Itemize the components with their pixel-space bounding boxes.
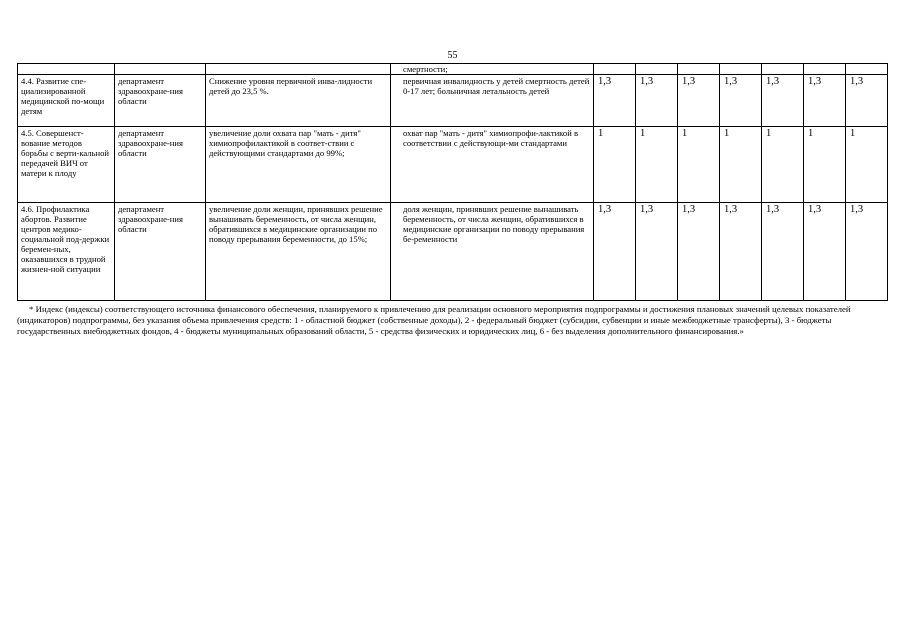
table-row-4-6 <box>18 203 888 301</box>
table-row-continuation <box>18 64 888 75</box>
value-cell: 1,3 <box>636 203 678 301</box>
value-cell: 1,3 <box>678 75 720 127</box>
value-cell: 1,3 <box>846 75 888 127</box>
measure-cell: 4.5. Совершенст-вование методов борьбы с верти-кальной передачей ВИЧ от матери к плоду <box>18 127 115 203</box>
indicator-cell: смертности; <box>391 64 594 75</box>
value-cell: 1 <box>762 127 804 203</box>
result-cell <box>206 64 391 75</box>
value-cell: 1 <box>594 127 636 203</box>
value-cell: 1 <box>636 127 678 203</box>
value-cell <box>636 64 678 75</box>
page-number: 55 <box>447 50 458 61</box>
value-cell: 1,3 <box>720 203 762 301</box>
value-cell <box>594 64 636 75</box>
value-cell <box>678 64 720 75</box>
table-row-4-5 <box>18 127 888 203</box>
value-cell: 1 <box>846 127 888 203</box>
value-cell: 1,3 <box>594 203 636 301</box>
indicator-cell: первичная инвалидность у детей смертность детей 0-17 лет; больничная летальность детей <box>391 75 594 127</box>
value-cell <box>720 64 762 75</box>
executor-cell: департамент здравоохране-ния области <box>115 127 206 203</box>
value-cell <box>804 64 846 75</box>
measure-cell: 4.4. Развитие спе-циализированной медицинской по-мощи детям <box>18 75 115 127</box>
value-cell: 1,3 <box>762 203 804 301</box>
value-cell: 1,3 <box>804 203 846 301</box>
value-cell: 1,3 <box>804 75 846 127</box>
indicator-cell: доля женщин, принявших решение вынашивать беременность, от числа женщин, обратившихся в медицинские организации по поводу прерывания бе-ременности <box>391 203 594 301</box>
measure-cell: 4.6. Профилактика абортов. Развитие центров медико-социальной под-держки беремен-ных, оказавшихся в трудной жизнен-ной ситуации <box>18 203 115 301</box>
value-cell: 1,3 <box>636 75 678 127</box>
value-cell <box>762 64 804 75</box>
value-cell <box>846 64 888 75</box>
table-row-4-4 <box>18 75 888 127</box>
program-measures-table <box>17 63 888 301</box>
result-cell: увеличение доли женщин, принявших решение вынашивать беременность, от числа женщин, обратившихся в медицинские организации по поводу прерывания беременности, до 15%; <box>206 203 391 301</box>
measure-cell <box>18 64 115 75</box>
value-cell: 1,3 <box>594 75 636 127</box>
value-cell: 1 <box>804 127 846 203</box>
funding-footnote: * Индекс (индексы) соответствующего источника финансового обеспечения, планируемого к привлечению для реализации основного мероприятия подпрограммы и достижения плановых значений целевых показателей (индикаторов) подпрограммы, без указания объема привлечения средств: 1 - областной бюджет (собственные доходы), 2 - федеральный бюджет (субсидии, субвенции и иные межбюджетные трансферты), 3 - бюджеты государственных внебюджетных фондов, 4 - бюджеты муниципальных образований области, 5 - средства физических и юридических лиц, 6 - без выделения дополнительного финансирования.» <box>17 304 851 336</box>
value-cell: 1,3 <box>678 203 720 301</box>
executor-cell <box>115 64 206 75</box>
value-cell: 1,3 <box>846 203 888 301</box>
value-cell: 1 <box>720 127 762 203</box>
value-cell: 1,3 <box>762 75 804 127</box>
value-cell: 1 <box>678 127 720 203</box>
value-cell: 1,3 <box>720 75 762 127</box>
indicator-cell: охват пар "мать - дитя" химиопрофи-лактикой в соответствии с действующи-ми стандартами <box>391 127 594 203</box>
executor-cell: департамент здравоохране-ния области <box>115 75 206 127</box>
executor-cell: департамент здравоохране-ния области <box>115 203 206 301</box>
result-cell: Снижение уровня первичной инва-лидности детей до 23,5 %. <box>206 75 391 127</box>
result-cell: увеличение доли охвата пар "мать - дитя" химиопрофилактикой в соответ-ствии с действующими стандартами до 99%; <box>206 127 391 203</box>
